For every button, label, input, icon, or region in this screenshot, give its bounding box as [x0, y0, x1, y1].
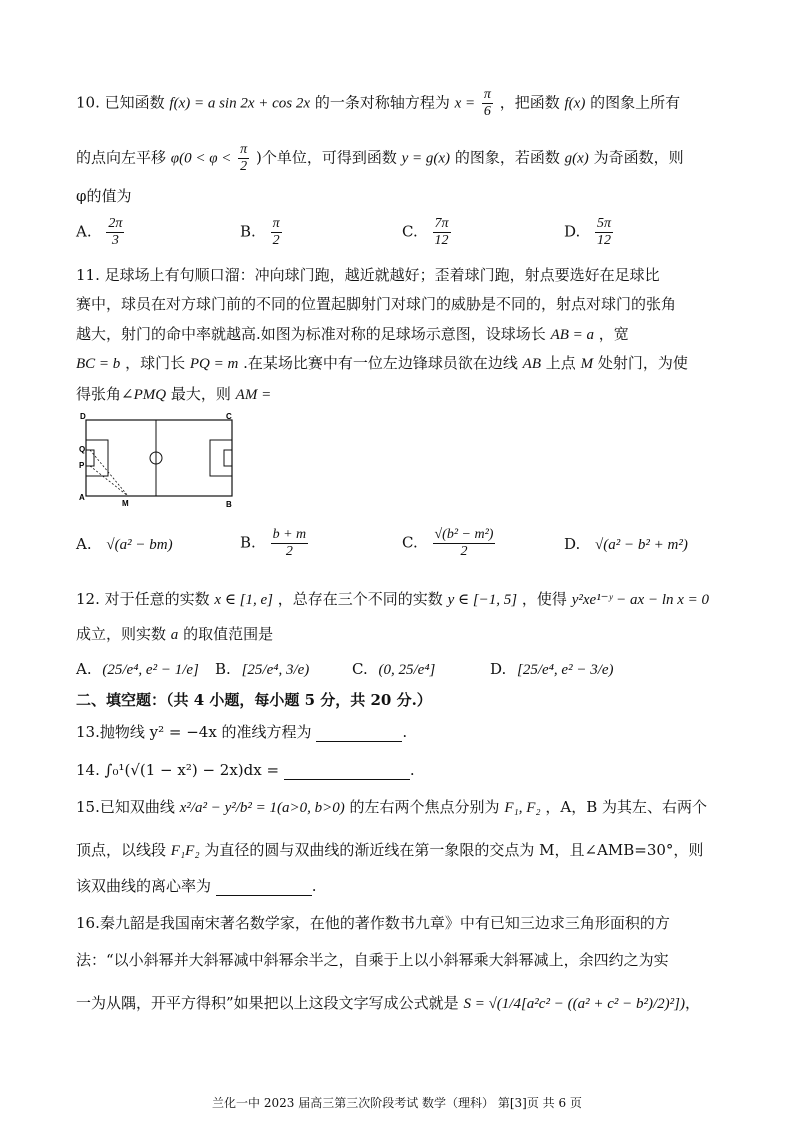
- q11-line2: 赛中，球员在对方球门前的不同的位置起脚射门对球门的威胁是不同的，射点对球门的张角: [76, 295, 677, 313]
- q10-fx: f(x): [564, 95, 586, 112]
- q10-text: ，把函数: [499, 93, 560, 112]
- left-penalty-box: [86, 440, 108, 476]
- q10-option-b[interactable]: B. $\frac{\pi}{2}$: [240, 216, 280, 248]
- q12-option-c[interactable]: C. (0, 25/e⁴]: [352, 660, 436, 678]
- q10-axis: x =: [454, 95, 476, 112]
- q13-answer-blank[interactable]: [316, 725, 402, 742]
- q10-text: 的图象，若函数: [454, 148, 560, 167]
- q10-text: 为奇函数，则: [593, 148, 684, 167]
- q10-fraction: $\frac{\pi}{2}$: [240, 142, 248, 174]
- right-penalty-box: [210, 440, 232, 476]
- q10-function: f(x) = a sin 2x + cos 2x: [169, 95, 311, 112]
- q14-answer-blank[interactable]: [284, 763, 410, 780]
- q10-g2: g(x): [564, 150, 589, 167]
- q10-phi-range: φ(0 < φ <: [170, 150, 232, 167]
- q11-option-c[interactable]: C. $\frac{\text{√(b² − m²)}}{2}$: [402, 527, 494, 559]
- q16-line1: 16.秦九韶是我国南宋著名数学家，在他的著作数书九章》中有已知三边求三角形面积的方: [76, 914, 670, 932]
- right-goal-box: [224, 450, 232, 466]
- page-footer: 兰化一中 2023 届高三第三次阶段考试 数学（理科） 第[3]页 共 6 页: [212, 1096, 582, 1110]
- q11-option-d[interactable]: D. √(a² − b² + m²): [564, 535, 688, 553]
- q15-line1: 15.已知双曲线 x²/a² − y²/b² = 1(a>0, b>0) 的左右两个焦点分别为 F₁, F₂ ，A，B 为其左、右两个: [76, 798, 708, 816]
- q10-line1: [76, 87, 680, 120]
- q12-option-d[interactable]: D. [25/e⁴, e² − 3/e): [490, 660, 614, 678]
- q10-text: 的点向左平移: [76, 148, 167, 167]
- q13-line: 13.抛物线 y² = −4x 的准线方程为 .: [76, 723, 408, 741]
- shot-line-p: [90, 466, 128, 496]
- q12-line2: 成立，则实数 a 的取值范围是: [76, 625, 274, 643]
- q10-line2: [76, 142, 684, 175]
- q11-line4: BC = b ，球门长 PQ = m .在某场比赛中有一位左边锋球员欲在边线 AB 上点 M 处射门，为使: [76, 354, 688, 372]
- label-q: Q: [79, 445, 86, 454]
- q10-text: )个单位，可得到函数: [255, 148, 397, 167]
- q15-line2: 顶点，以线段 F₁F₂ 为直径的圆与双曲线的渐近线在第一象限的交点为 M，且∠AMB=30°，则: [76, 841, 704, 859]
- q12-option-b[interactable]: B. [25/e⁴, 3/e): [215, 660, 310, 678]
- q10-option-a[interactable]: A. $\frac{2\pi}{3}$: [76, 216, 123, 248]
- q10-line3: φ的值为: [76, 187, 132, 205]
- label-d: D: [80, 412, 86, 421]
- q10-text: 的图象上所有: [590, 93, 681, 112]
- soccer-field-figure: [76, 410, 246, 512]
- q11-line1: 11. 足球场上有句顺口溜：冲向球门跑，越近就越好；歪着球门跑，射点要选好在足球比: [76, 266, 660, 284]
- section-heading: 二、填空题：（共 4 小题，每小题 5 分，共 20 分.）: [76, 691, 432, 709]
- q10-option-d[interactable]: D. $\frac{5\pi}{12}$: [564, 216, 612, 248]
- q12-line1: 12. 对于任意的实数 x ∈ [1, e] ，总存在三个不同的实数 y ∈ [−1, 5] ，使得 y²xe¹⁻ʸ − ax − ln x = 0: [76, 590, 710, 608]
- q14-line: 14. ∫₀¹(√(1 − x²) − 2x)dx = .: [76, 761, 415, 779]
- q10-option-c[interactable]: C. $\frac{7\pi}{12}$: [402, 216, 449, 248]
- label-c: C: [226, 412, 232, 421]
- q10-text: 10. 已知函数: [76, 93, 165, 112]
- q15-answer-blank[interactable]: [216, 879, 312, 896]
- shot-line-q: [90, 450, 128, 496]
- q10-fraction: $\frac{\pi}{6}$: [483, 87, 491, 119]
- q11-line5: 得张角∠PMQ 最大，则 AM =: [76, 385, 272, 403]
- label-b: B: [226, 500, 232, 509]
- q16-line3: 一为从隅，开平方得积”如果把以上这段文字写成公式就是 S = √(1/4[a²c² − ((a² + c² − b²)/2)²])，: [76, 994, 700, 1012]
- q16-line2: 法：“以小斜幂并大斜幂减中斜幂余半之，自乘于上以小斜幂乘大斜幂减上，余四约之为实: [76, 951, 669, 969]
- heron-formula: S = √(1/4[a²c² − ((a² + c² − b²)/2)²]): [463, 996, 685, 1012]
- q10-g: y = g(x): [401, 150, 451, 167]
- label-m: M: [122, 499, 129, 508]
- q11-option-b[interactable]: B. $\frac{b + m}{2}$: [240, 527, 307, 559]
- q11-option-a[interactable]: A. √(a² − bm): [76, 535, 173, 553]
- q12-option-a[interactable]: A. (25/e⁴, e² − 1/e]: [76, 660, 199, 678]
- q11-line3: 越大，射门的命中率就越高.如图为标准对称的足球场示意图，设球场长 AB = a ，宽: [76, 325, 629, 343]
- q10-text: 的一条对称轴方程为: [314, 93, 450, 112]
- q15-line3: 该双曲线的离心率为 .: [76, 877, 317, 895]
- label-a: A: [79, 493, 85, 502]
- left-goal-box: [86, 450, 94, 466]
- label-p: P: [79, 461, 85, 470]
